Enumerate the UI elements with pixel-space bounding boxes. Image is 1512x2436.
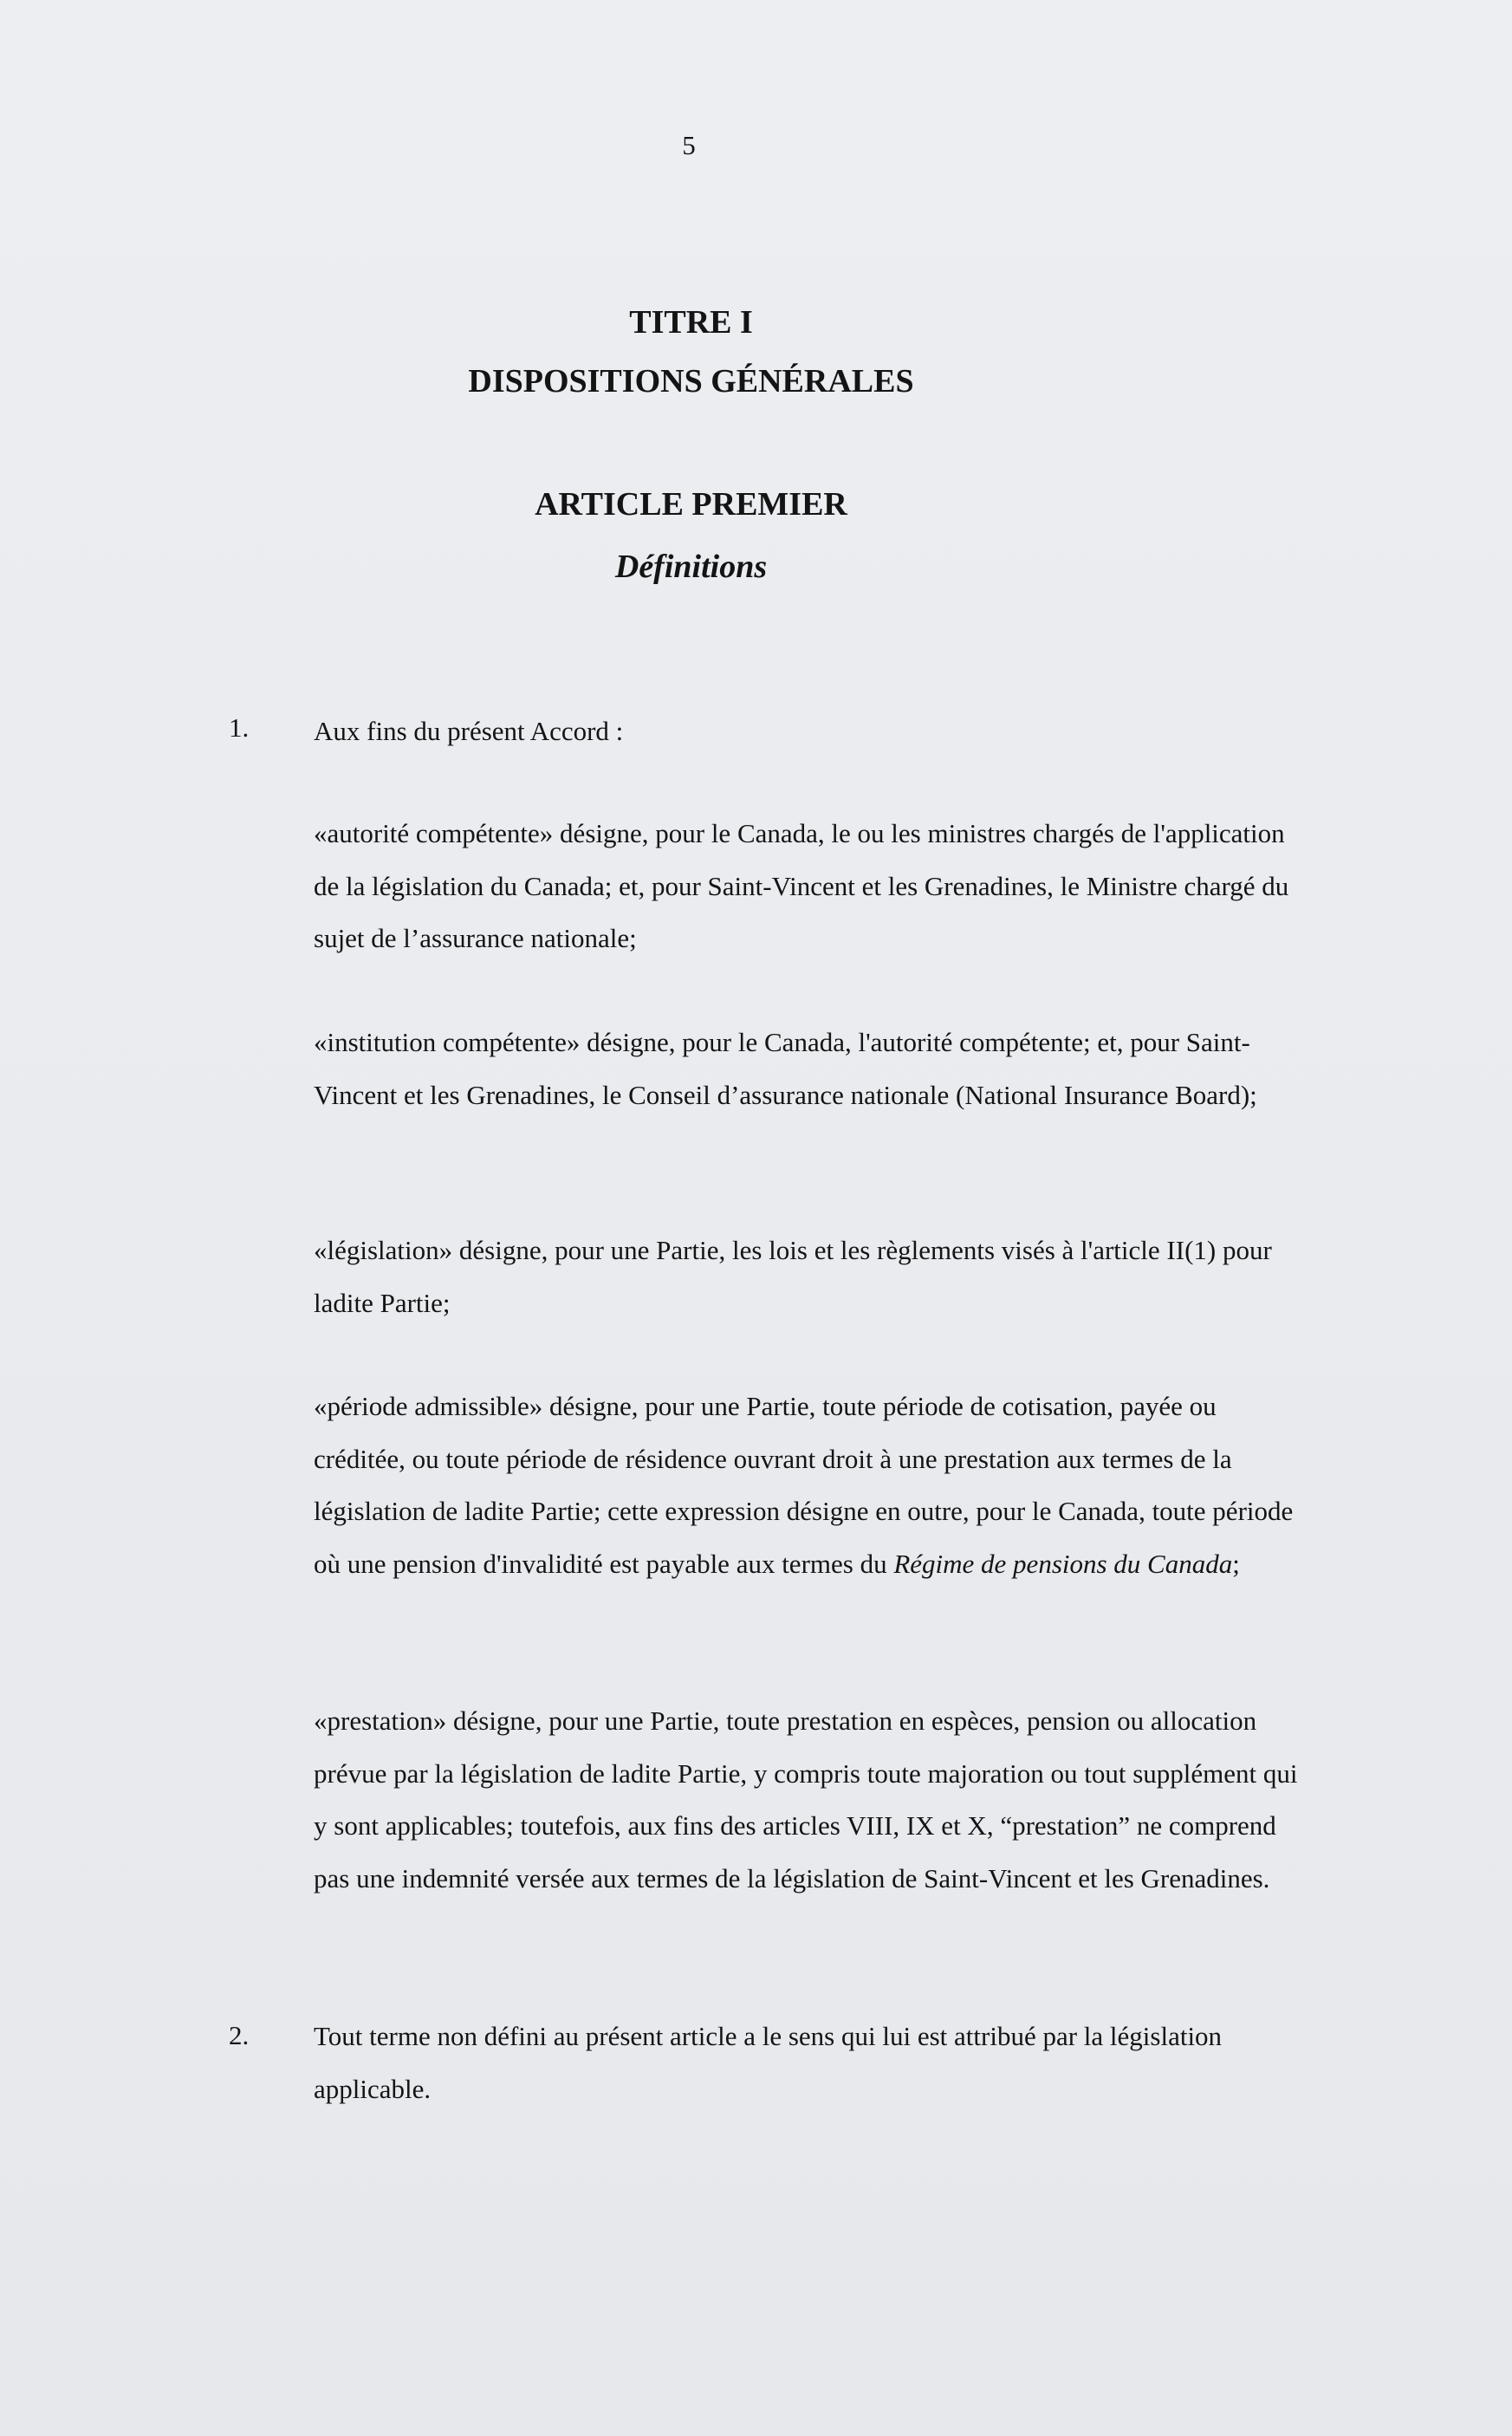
definition-prestation [314, 1695, 1310, 1905]
paragraph-2-number: 2. [229, 2020, 250, 2050]
definition-prestation-text: «prestation» désigne, pour une Partie, toute prestation en espèces, pension ou allocation prévue par la législation de ladite Partie, y compris toute majoration ou tout supplément qui y sont applicables; toutefois, aux fins des articles VIII, IX et X, “prestation” ne comprend pas une indemnité versée aux termes de la législation de Saint-Vincent et les Grenadines. [314, 1705, 1298, 1894]
definition-institution-text: «institution compétente» désigne, pour le Canada, l'autorité compétente; et, pour Saint-Vincent et les Grenadines, le Conseil d’assurance nationale (National Insurance Board); [314, 1027, 1257, 1110]
definition-periode-text [314, 1380, 1310, 1590]
title-line-2: DISPOSITIONS GÉNÉRALES [468, 363, 914, 400]
definition-autorite-text: «autorité compétente» désigne, pour le Canada, le ou les ministres chargés de l'application de la législation du Canada; et, pour Saint-Vincent et les Grenadines, le Ministre chargé du sujet de l’assurance nationale; [314, 818, 1289, 953]
definition-legislation [314, 1224, 1310, 1329]
paragraph-2 [314, 2011, 1310, 2115]
paragraph-1-number: 1. [229, 712, 250, 743]
article-heading: ARTICLE PREMIER [535, 486, 847, 523]
article-subheading: Définitions [614, 549, 768, 585]
definition-periode-italic: Régime de pensions du Canada [893, 1548, 1233, 1579]
page-number: 5 [682, 130, 696, 160]
definition-legislation-text: «législation» désigne, pour une Partie, les lois et les règlements visés à l'article II(1) pour ladite Partie; [314, 1235, 1272, 1318]
definition-periode-main: «période admissible» désigne, pour une Partie, toute période de cotisation, payée ou créditée, ou toute période de résidence ouvrant droit à une prestation aux termes de la législation de ladite Partie; cette expression désigne en outre, pour le Canada, toute période où une pension d'invalidité est payable aux termes du [314, 1391, 1294, 1579]
paragraph-2-text: Tout terme non défini au présent article a le sens qui lui est attribué par la législation applicable. [314, 2021, 1223, 2104]
definition-periode-admissible [314, 1380, 1310, 1590]
paragraph-1-intro [314, 705, 1310, 758]
definition-institution-competente [314, 1017, 1310, 1121]
paragraph-1-intro-text: Aux fins du présent Accord : [314, 716, 624, 746]
definition-periode-end: ; [1232, 1548, 1240, 1579]
title-line-1: TITRE I [629, 304, 753, 341]
definition-autorite-competente [314, 808, 1310, 965]
